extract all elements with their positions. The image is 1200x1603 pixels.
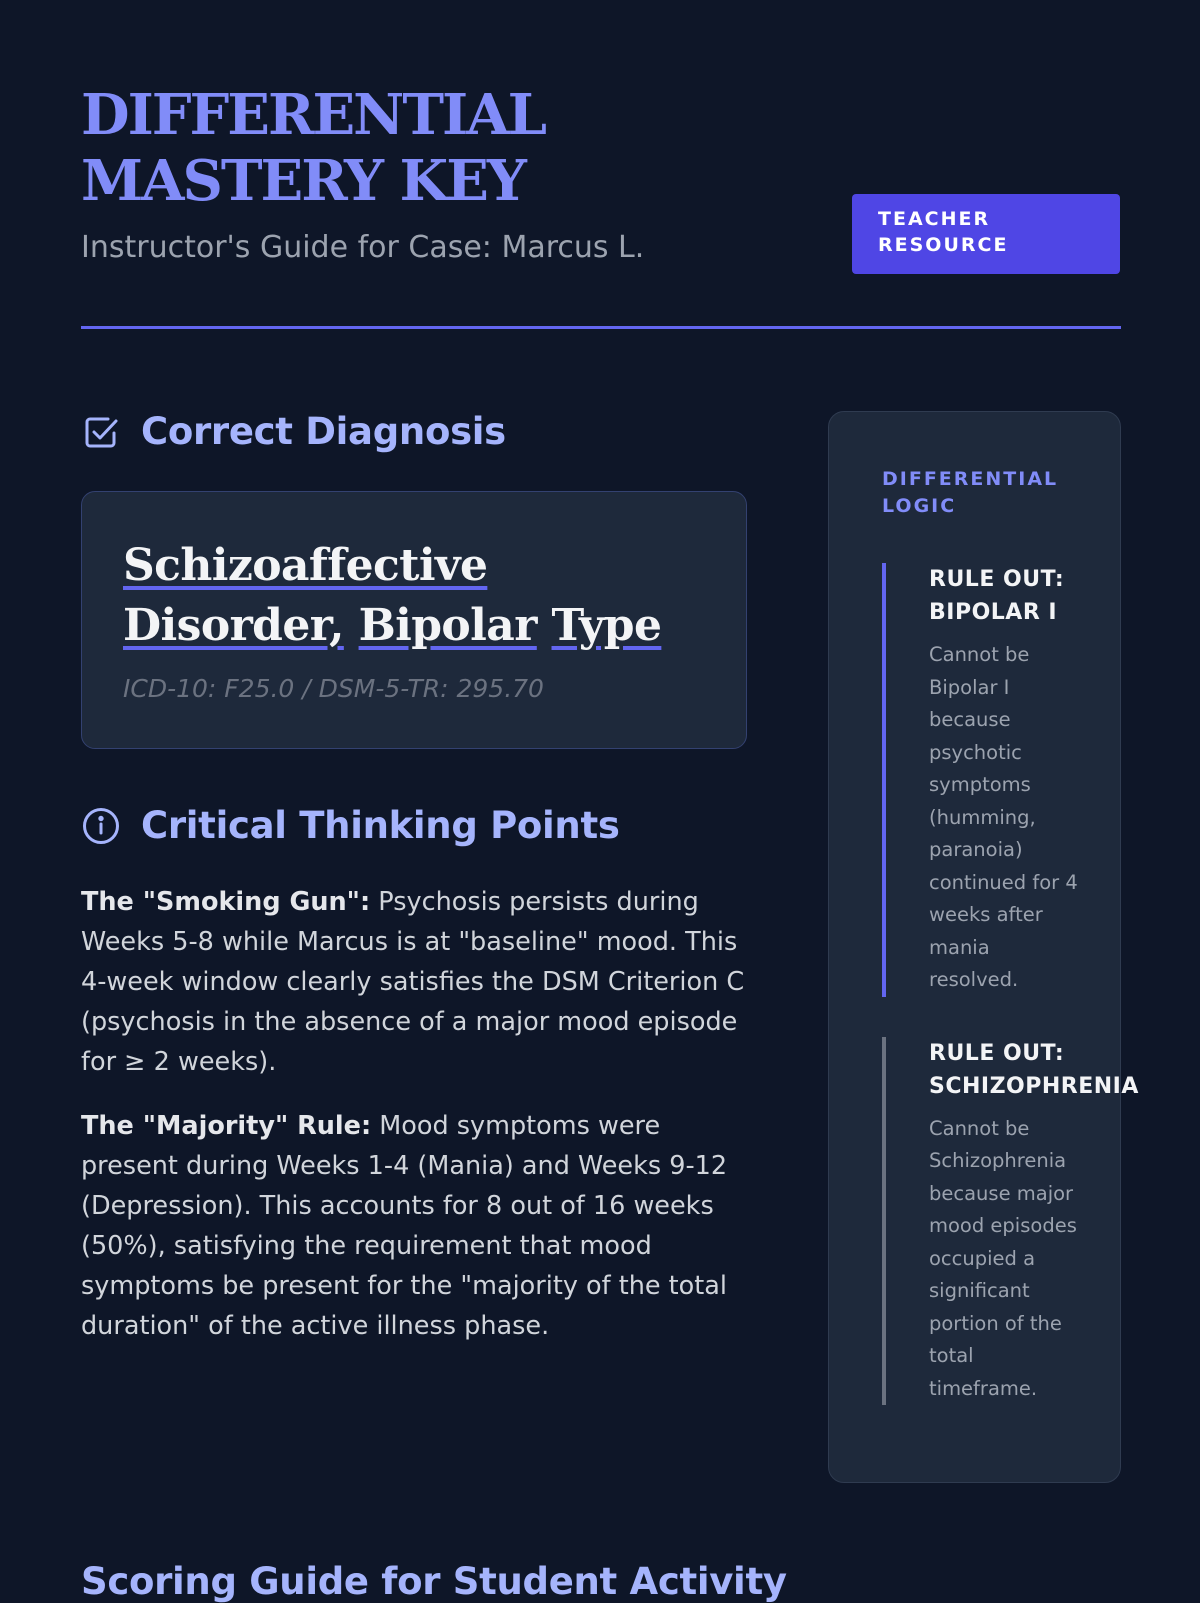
point-label: The "Smoking Gun":	[81, 887, 371, 917]
sidebar-title: DIFFERENTIAL LOGIC	[882, 468, 1059, 517]
rule-out-title	[929, 1037, 1139, 1103]
diagnosis-name-line1: Schizoaffective	[123, 540, 488, 591]
point-text: Psychosis persists during Weeks 5-8 while Marcus is at "baseline" mood. This 4-week window clearly satisfies the DSM Criterion C (psychosis in the absence of a major mood episode for ≥ 2 weeks).	[81, 887, 745, 1077]
page-subtitle: Instructor's Guide for Case: Marcus L.	[81, 230, 645, 265]
info-icon	[81, 806, 121, 846]
rule-out-title-line1: RULE OUT:	[929, 1040, 1065, 1066]
header-divider	[81, 326, 1121, 329]
critical-thinking-title: Critical Thinking Points	[141, 804, 620, 847]
checkbox-icon	[81, 412, 121, 452]
rule-out-item	[882, 563, 1079, 997]
rule-out-title-line2: BIPOLAR I	[929, 600, 1058, 625]
diagnosis-name-word-type: Type	[551, 600, 662, 651]
critical-thinking-points	[81, 882, 751, 1370]
rule-out-body: Cannot be Bipolar I because psychotic symptoms (humming, paranoia) continued for 4 weeks after mania resolved.	[929, 643, 1078, 991]
rule-out-title-line1: RULE OUT:	[929, 567, 1065, 592]
correct-diagnosis-heading	[81, 410, 506, 453]
critical-thinking-heading	[81, 804, 620, 847]
diagnosis-card	[81, 491, 747, 749]
teacher-resource-badge: TEACHER RESOURCE	[852, 194, 1120, 274]
point-text: Mood symptoms were present during Weeks 1-4 (Mania) and Weeks 9-12 (Depression). This accounts for 8 out of 16 weeks (50%), satisfying the requirement that mood symptoms be present for the "majority of the total duration" of the active illness phase.	[81, 1111, 728, 1341]
rule-out-item	[882, 1037, 1139, 1406]
page-header	[81, 82, 1121, 330]
diagnosis-name	[123, 536, 706, 656]
point-label: The "Majority" Rule:	[81, 1111, 372, 1141]
correct-diagnosis-title: Correct Diagnosis	[141, 410, 506, 453]
page-title: DIFFERENTIAL MASTERY KEY	[81, 82, 546, 214]
differential-logic-sidebar	[828, 411, 1139, 1483]
diagnosis-name-word-bipolar: Bipolar	[358, 600, 537, 651]
diagnosis-codes: ICD-10: F25.0 / DSM-5-TR: 295.70	[123, 674, 544, 703]
point-paragraph	[81, 1106, 751, 1346]
scoring-guide-title: Scoring Guide for Student Activity	[81, 1560, 787, 1603]
rule-out-title-line2: SCHIZOPHRENIA	[929, 1073, 1139, 1099]
point-paragraph	[81, 882, 751, 1082]
diagnosis-name-word-disorder: Disorder,	[123, 600, 344, 651]
rule-out-body: Cannot be Schizophrenia because major mood episodes occupied a significant portion of the total timeframe.	[929, 1116, 1077, 1400]
rule-out-title	[929, 563, 1079, 629]
